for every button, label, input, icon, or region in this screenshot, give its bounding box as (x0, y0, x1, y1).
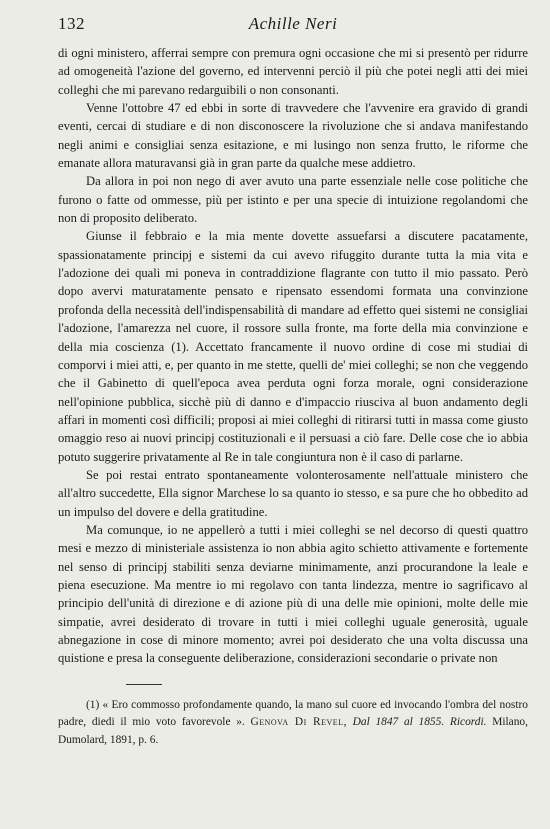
footnote-separator (126, 684, 162, 685)
running-title: Achille Neri (248, 14, 338, 33)
body-text (58, 44, 528, 668)
footnote-text: Ero commosso profondamente quando, la mano sul cuore ed invocando l'ombra del nostro padre, diedi il mio voto favorevole ». (58, 698, 528, 729)
footnote-work: Dal 1847 al 1855. Ricordi. (352, 716, 487, 729)
page-number: 132 (58, 14, 85, 33)
footnote-author: Genova Di Revel, (250, 716, 347, 729)
paragraph: Da allora in poi non nego di aver avuto una parte essenziale nelle cose politiche che furono o fatte od ommesse, più per istinto e per una specie di intuizione regolandomi che non di proposito deliberato. (58, 174, 528, 226)
footnote-marker: (1) « (86, 698, 109, 711)
paragraph: Giunse il febbraio e la mia mente dovette assuefarsi a discutere pacatamente, spassionatamente principj e sistemi da cui avevo rifuggito durante tutta la mia vita e l'adozione dei quali mi poneva in contraddizione flagrante con tutto il mio passato. Però dopo avervi maturatamente pensato e ripensato essendomi formata una convinzione profonda della necessità dell'indispensabilità di mandare ad effetto quei sistemi ne consigliai l'adozione, l'amarezza nel cuore, il rossore sulla fronte, ma forte della mia convinzione e della mia coscienza (1). Accettato francamente il nuovo ordine di cose mi studiai di comporvi i miei atti, e, per quanto in me stette, quelli de' miei colleghi; se non che veggendo che il Gabinetto di quell'epoca avea perduta ogni forza morale, ogni considerazione nell'opinione pubblica, sicchè più di danno e d'impaccio riusciva al buon andamento degli affari in momenti così difficili; proposi ai miei colleghi di ritirarsi tutti in massa come giusto omaggio reso ai nuovi principj costituzionali e il persuasi a ciò fare. Delle cose che io abbia potuto suggerire privatamente al Re in tale congiuntura non è il caso di parlarne. (58, 229, 528, 464)
paragraph: Venne l'ottobre 47 ed ebbi in sorte di travvedere che l'avvenire era gravido di grandi eventi, cercai di studiare e di non disconoscere la rivoluzione che si andava manifestando negli animi e consigliai senza esitazione, e mi lusingo non senza frutto, le riforme che emanate allora maturavansi già in gran parte da qualche mese addietro. (58, 101, 528, 171)
footnote-imprint: Milano, Dumolard, 1891, p. 6. (58, 716, 528, 746)
paragraph: di ogni ministero, afferrai sempre con premura ogni occasione che mi si presentò per ridurre ad omogeneità l'azione del governo, ed intervenni perciò il più che potei negli atti dei miei colleghi che mi parevano redarguibili o non consonanti. (58, 46, 528, 97)
footnote (58, 697, 528, 750)
footnotes (58, 697, 528, 750)
paragraph: Se poi restai entrato spontaneamente volonterosamente nell'attuale ministero che all'altro succedette, Ella signor Marchese lo sa quanto io stesso, e sa pure che ho obbedito ad un impulso del dovere e della gratitudine. (58, 467, 528, 519)
paragraph: Ma comunque, io ne appellerò a tutti i miei colleghi se nel decorso di questi quattro mesi e mezzo di ministeriale assistenza io non abbia agito schietto attivamente e fortemente nel senso di principj stabiliti senza deviarne minimamente, anzi procurandone la leale e piena esecuzione. Ma mentre io mi regolavo con tanta lindezza, mentre io sagrificavo al principio dell'unità di direzione e di azione più di una delle mie opinioni, molte delle mie simpatie, avrei desiderato di trovare in tutti i miei colleghi uguale generosità, uguale abnegazione in cose di minore momento; avrei poi desiderato che una volta discussa una quistione e presa la conseguente deliberazione, considerazioni secondarie o private non (58, 522, 528, 666)
running-head (58, 14, 528, 34)
